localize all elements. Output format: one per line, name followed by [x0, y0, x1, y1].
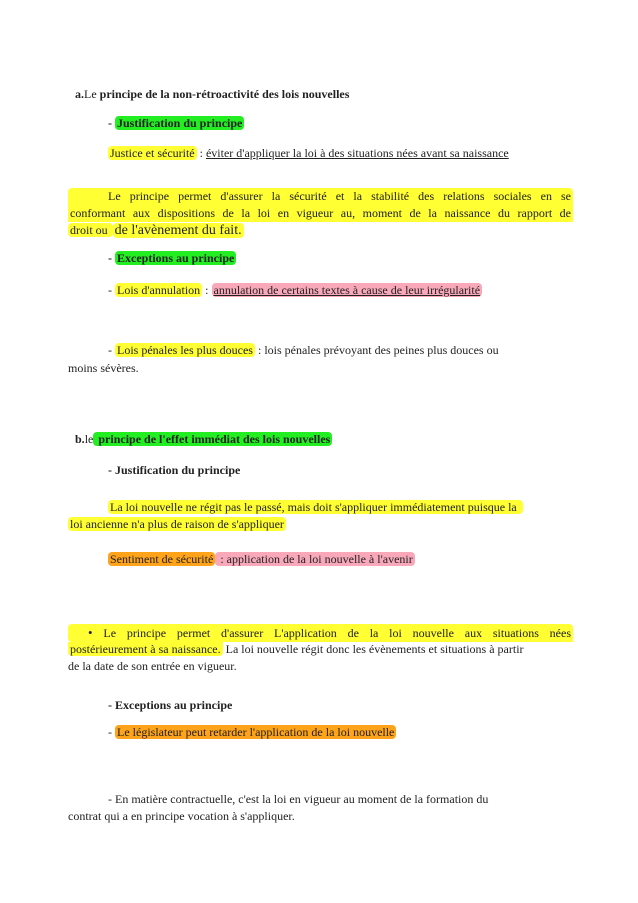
contract-line-2 — [68, 808, 295, 824]
penal-line-2 — [68, 360, 139, 376]
section-a-heading-prefix: Le — [84, 87, 97, 101]
paragraph-line-3b: de l'avènement du fait. — [114, 223, 242, 238]
dash: - — [108, 283, 115, 297]
justice-label: Justice et sécurité — [110, 146, 195, 160]
annulment-sep: : — [202, 283, 212, 297]
bullet-line-2b: La loi nouvelle régit donc les évènements et situations à partir — [222, 642, 524, 656]
dash: - — [108, 116, 112, 130]
annulment-line — [108, 282, 482, 298]
bullet-line-1 — [68, 624, 573, 642]
justification-label: Justification du principe — [117, 116, 243, 130]
paragraph-line-1: La loi nouvelle ne régit pas le passé, mais doit s'appliquer immédiatement puisque la — [108, 500, 523, 514]
contract-text-1: - En matière contractuelle, c'est la loi en vigueur au moment de la formation du — [108, 792, 489, 806]
bullet-paragraph — [68, 624, 573, 642]
paragraph-line-3 — [68, 222, 244, 239]
section-a-letter: a. — [75, 87, 84, 101]
section-a-justification-heading — [108, 115, 244, 131]
paragraph-line-2: conformant aux dispositions de la loi en vigueur au, moment de la naissance du rapport de — [70, 206, 571, 220]
penal-text-1: : lois pénales prévoyant des peines plus douces ou — [254, 343, 499, 357]
bullet-line-3-text: de la date de son entrée en vigueur. — [68, 659, 237, 673]
bullet-line-2a: postérieurement à sa naissance. — [70, 642, 221, 656]
bullet-symbol: • — [88, 625, 93, 640]
section-b-paragraph-line-1 — [108, 499, 523, 515]
paragraph-line-1: Le principe permet d'assurer la sécurité et la stabilité des relations sociales en se — [68, 188, 573, 205]
penal-label: Lois pénales les plus douces — [117, 343, 253, 357]
section-b-heading-text: principe de l'effet immédiat des lois nouvelles — [95, 432, 331, 446]
section-b-paragraph-line-2 — [68, 516, 286, 532]
dash: - — [108, 725, 115, 739]
contract-line-1 — [108, 791, 488, 807]
section-b-heading — [75, 431, 332, 447]
justice-security-line — [108, 145, 509, 161]
paragraph-line-3a: droit ou — [70, 223, 111, 237]
dash: - — [108, 343, 115, 357]
section-a-heading-text: principe de la non-rétroactivité des lois nouvelles — [96, 87, 350, 101]
bullet-line-3 — [68, 658, 237, 674]
security-text: : application de la loi nouvelle à l'avenir — [217, 552, 413, 566]
justice-text: éviter d'appliquer la loi à des situations nées avant sa naissance — [205, 146, 509, 160]
security-feeling-line — [108, 551, 415, 567]
section-a-heading — [75, 86, 349, 102]
legislator-delay-line — [108, 724, 396, 740]
justification-label: - Justification du principe — [108, 463, 241, 477]
section-a-exceptions-heading — [108, 250, 236, 266]
penal-line-1 — [108, 342, 499, 358]
exceptions-label: Exceptions au principe — [117, 251, 235, 265]
security-label: Sentiment de sécurité — [110, 552, 214, 566]
justice-sep: : — [196, 146, 206, 160]
section-b-letter: b. — [75, 432, 85, 446]
section-a-paragraph — [68, 188, 573, 222]
section-b-heading-prefix: le — [84, 432, 94, 446]
annulment-text: annulation de certains textes à cause de leur irrégularité — [213, 283, 481, 297]
legislator-delay-text: Le législateur peut retarder l'application de la loi nouvelle — [117, 725, 395, 739]
section-b-justification-heading — [108, 462, 240, 478]
section-b-exceptions-heading — [108, 697, 232, 713]
paragraph-line-2: loi ancienne n'a plus de raison de s'appliquer — [70, 517, 284, 531]
dash: - — [108, 251, 112, 265]
penal-text-2: moins sévères. — [68, 361, 139, 375]
exceptions-label: - Exceptions au principe — [108, 698, 233, 712]
contract-text-2: contrat qui a en principe vocation à s'appliquer. — [68, 809, 295, 823]
bullet-line-2 — [68, 641, 524, 657]
annulment-label: Lois d'annulation — [117, 283, 201, 297]
bullet-line-1-text: Le principe permet d'assurer L'application de la loi nouvelle aux situations nées — [103, 626, 571, 640]
